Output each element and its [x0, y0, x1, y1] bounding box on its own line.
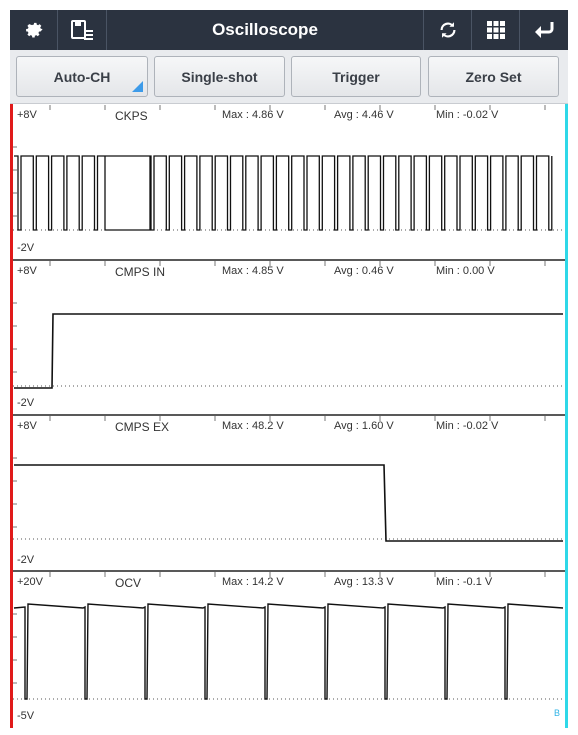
trigger-button[interactable]: [291, 56, 421, 97]
channel-panel-cmps-ex: [13, 415, 565, 571]
scale-top-label: +8V: [17, 109, 37, 121]
right-cursor-bar[interactable]: [565, 104, 568, 728]
refresh-button[interactable]: [423, 10, 471, 50]
trigger-label: Trigger: [332, 68, 380, 85]
gear-icon: [23, 19, 45, 41]
single-shot-label: Single-shot: [181, 68, 258, 85]
max-readout: Max : 48.2 V: [222, 420, 284, 432]
zero-set-button[interactable]: [428, 56, 559, 97]
max-readout: Max : 14.2 V: [222, 576, 284, 588]
scale-top-label: +20V: [17, 576, 43, 588]
zero-set-label: Zero Set: [465, 68, 522, 85]
scale-bottom-label: -5V: [17, 710, 35, 722]
save-list-icon: [70, 19, 94, 41]
channel-panel-cmps-in: [13, 260, 565, 415]
settings-button[interactable]: [10, 10, 58, 50]
save-list-button[interactable]: [58, 10, 107, 50]
channel-name: OCV: [115, 576, 142, 590]
avg-readout: Avg : 4.46 V: [334, 109, 394, 121]
scale-top-label: +8V: [17, 420, 37, 432]
page-title: Oscilloscope: [212, 20, 318, 39]
scope-area[interactable]: [10, 104, 568, 728]
channel-panel-ocv: [13, 571, 565, 728]
scale-bottom-label: -2V: [17, 242, 35, 254]
avg-readout: Avg : 1.60 V: [334, 420, 394, 432]
min-readout: Min : 0.00 V: [436, 265, 495, 277]
min-readout: Min : -0.02 V: [436, 420, 499, 432]
corner-marker: B: [553, 708, 560, 718]
scale-bottom-label: -2V: [17, 397, 35, 409]
auto-ch-button[interactable]: [16, 56, 148, 97]
refresh-icon: [437, 19, 459, 41]
back-button[interactable]: [519, 10, 568, 50]
app-header: [10, 10, 568, 50]
toolbar: [10, 50, 568, 104]
min-readout: Min : -0.1 V: [436, 576, 493, 588]
grid-icon: [486, 20, 506, 40]
avg-readout: Avg : 13.3 V: [334, 576, 394, 588]
channel-panel-ckps: [13, 104, 565, 260]
channel-name: CMPS IN: [115, 265, 166, 279]
grid-button[interactable]: [471, 10, 519, 50]
min-readout: Min : -0.02 V: [436, 109, 499, 121]
avg-readout: Avg : 0.46 V: [334, 265, 394, 277]
channel-name: CMPS EX: [115, 420, 170, 434]
max-readout: Max : 4.86 V: [222, 109, 284, 121]
max-readout: Max : 4.85 V: [222, 265, 284, 277]
dropdown-corner-icon: [132, 81, 143, 92]
scale-top-label: +8V: [17, 265, 37, 277]
channel-name: CKPS: [115, 109, 148, 123]
scale-bottom-label: -2V: [17, 554, 35, 566]
auto-ch-label: Auto-CH: [53, 68, 111, 85]
back-icon: [533, 20, 555, 40]
single-shot-button[interactable]: [154, 56, 285, 97]
